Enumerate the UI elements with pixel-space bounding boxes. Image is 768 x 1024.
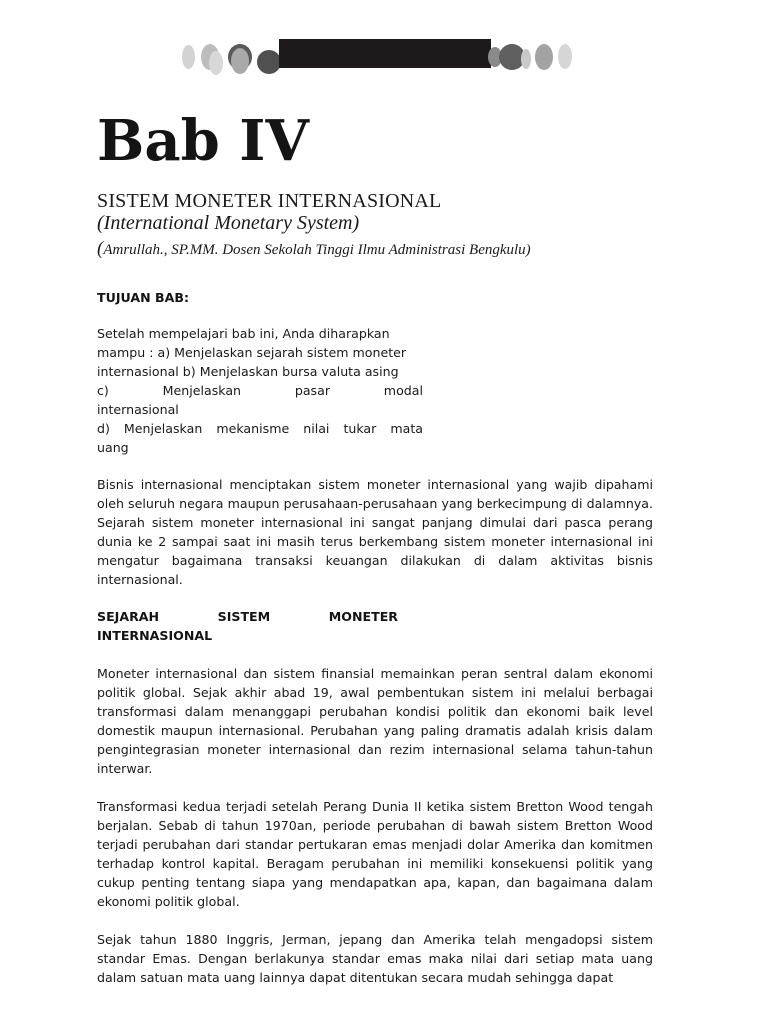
ornament-dot: [257, 50, 281, 74]
ornament-bar: [279, 39, 491, 68]
ornament-dot: [231, 48, 249, 74]
ornament-dot: [558, 44, 572, 69]
objectives-block: [97, 324, 423, 457]
section-heading-line: SEJARAH SISTEM MONETER: [97, 609, 398, 624]
chapter-subtitle: SISTEM MONETER INTERNASIONAL: [97, 190, 442, 212]
objectives-heading: TUJUAN BAB:: [97, 290, 189, 305]
header-ornament: [0, 0, 768, 90]
body-paragraph: Sejak tahun 1880 Inggris, Jerman, jepang dan Amerika telah mengadopsi sistem standar Emas. Dengan berlakunya standar emas maka nilai dari setiap mata uang dalam satuan mata uang lainnya dapat ditentukan secara mudah sehingga dapat: [97, 932, 653, 985]
intro-paragraph: Bisnis internasional menciptakan sistem moneter internasional yang wajib dipahami oleh seluruh negara maupun perusahaan-perusahaan yang berkecimpung di dalamnya. Sejarah sistem moneter internasional ini sangat panjang dimulai dari pasca perang dunia ke 2 sampai saat ini masih terus berkembang sistem moneter internasional ini mengatur bagaimana transaksi keuangan dilakukan di dalam aktivitas bisnis internasional.: [97, 477, 653, 587]
section-heading: [97, 607, 398, 645]
ornament-dot: [209, 51, 223, 75]
objective-line: internasional: [97, 402, 179, 417]
ornament-dot: [521, 49, 531, 69]
objective-line: mampu : a) Menjelaskan sejarah sistem moneter: [97, 345, 407, 360]
objective-line: uang: [97, 440, 129, 455]
chapter-subtitle-english: (International Monetary System): [97, 212, 360, 234]
ornament-dot: [535, 44, 553, 70]
chapter-title: Bab IV: [97, 108, 309, 174]
author-line: [97, 238, 531, 261]
author-text: Amrullah., SP.MM. Dosen Sekolah Tinggi Ilmu Administrasi Bengkulu): [103, 242, 531, 258]
objective-line: internasional b) Menjelaskan bursa valuta asing: [97, 364, 399, 379]
body-paragraph: Transformasi kedua terjadi setelah Perang Dunia II ketika sistem Bretton Wood tengah berjalan. Sebab di tahun 1970an, periode perubahan di bawah sistem Bretton Wood terjadi perubahan dari standar pertukaran emas menjadi dolar Amerika dan komitmen terhadap kontrol kapital. Beragam perubahan ini memiliki konsekuensi politik yang cukup penting tentang siapa yang mendapatkan apa, kapan, dan bagaimana dalam ekonomi politik global.: [97, 799, 653, 909]
ornament-dot: [182, 45, 195, 69]
body-paragraph: Moneter internasional dan sistem finansial memainkan peran sentral dalam ekonomi politik global. Sejak akhir abad 19, awal pembentukan sistem ini melalui berbagai transformasi dalam menanggapi perubahan kondisi politik dan ekonomi baik level domestik maupun internasional. Perubahan yang paling dramatis adalah krisis dalam pengintegrasian moneter internasional dan rezim internasional selama tahun-tahun interwar.: [97, 666, 653, 776]
section-heading-line: INTERNASIONAL: [97, 628, 213, 643]
author-open-paren: (: [97, 238, 104, 259]
objective-line: Setelah mempelajari bab ini, Anda diharapkan: [97, 326, 390, 341]
objective-line: d) Menjelaskan mekanisme nilai tukar mata: [97, 421, 423, 436]
objective-line: c) Menjelaskan pasar modal: [97, 383, 423, 398]
